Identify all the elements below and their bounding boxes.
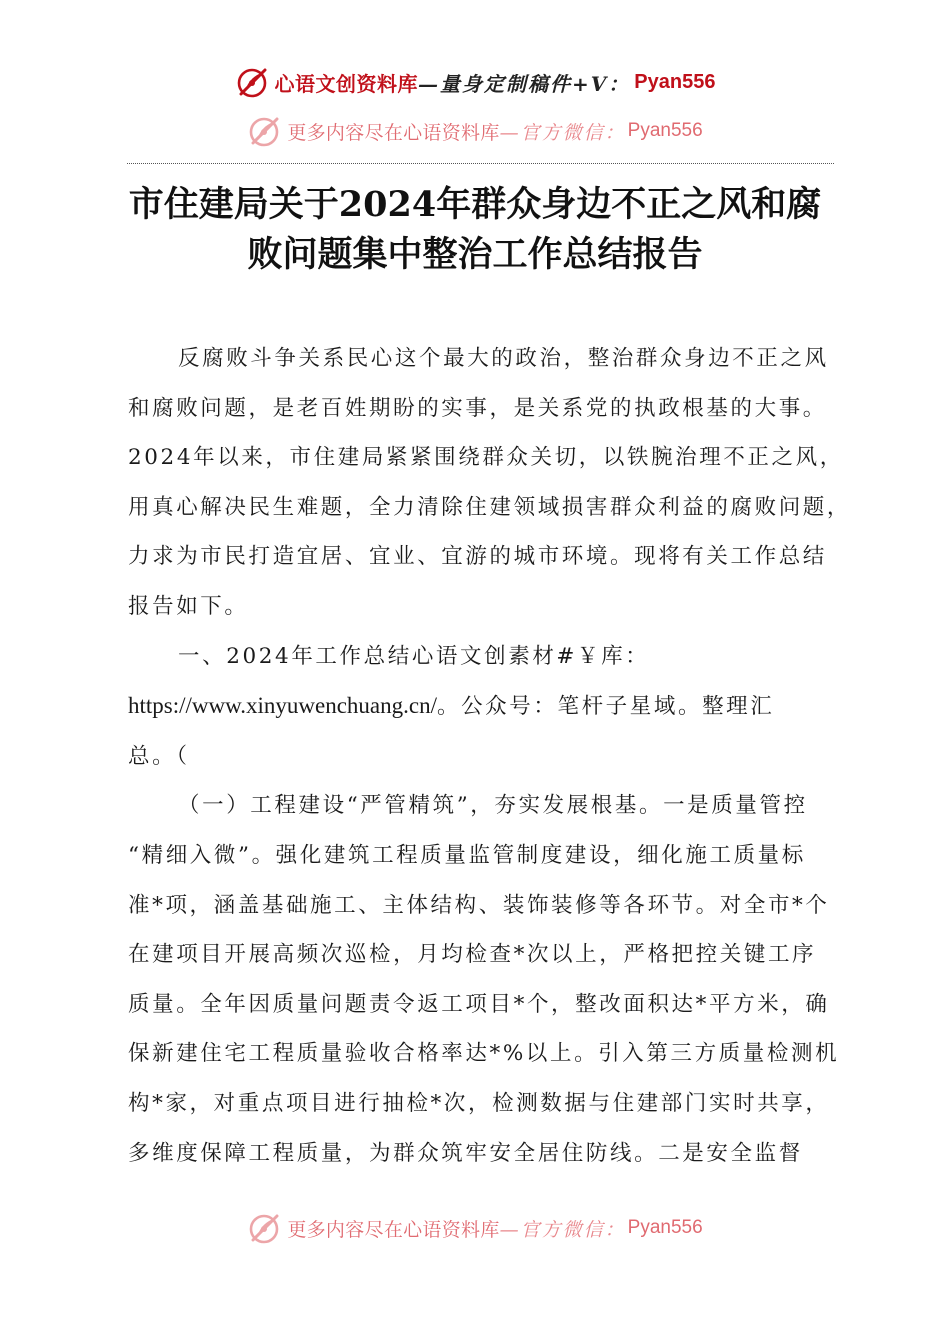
brush-logo-icon [235,64,271,100]
subbanner-wechat-id: Pyan556 [627,120,703,141]
brush-logo-icon [247,113,283,149]
paragraph-subsection-1 [128,781,840,1178]
title-line-2: 败问题集中整治工作总结报告 [247,234,703,275]
text-line: 2024年以来，市住建局紧紧围绕群众关切，以铁腕治理不正之风， [128,445,844,471]
section-heading: 一、2024年工作总结心语文创素材#￥库： [178,643,650,669]
footer-banner [0,1209,950,1247]
subbanner-text: 更多内容尽在心语资料库 [287,121,500,144]
text-line: 和腐败问题，是老百姓期盼的实事，是关系党的执政根基的大事。 [128,395,827,421]
footer-wechat-id: Pyan556 [627,1217,703,1238]
text-line: （一）工程建设“严管精筑”，夯实发展根基。一是质量管控 [178,793,808,819]
text-line: “精细入微”。强化建筑工程质量监管制度建设，细化施工质量标 [128,842,806,868]
source-url: https://www.xinyuwenchuang.cn/ [128,693,437,719]
text-line: 构*家，对重点项目进行抽检*次，检测数据与住建部门实时共享， [128,1090,830,1116]
header-divider [127,163,834,164]
brush-logo-icon [247,1210,283,1246]
header-subbanner [0,112,950,150]
text-line: 保新建住宅工程质量验收合格率达*%以上。引入第三方质量检测机 [128,1041,840,1067]
text-line: 质量。全年因质量问题责令返工项目*个，整改面积达*平方米，确 [128,991,830,1017]
brand-name: 心语文创资料库 [274,71,419,96]
text-line: 准*项，涵盖基础施工、主体结构、装饰装修等各环节。对全市*个 [128,892,830,918]
header-tagline: —量身定制稿件+V： [418,71,631,96]
paragraph-intro [128,334,852,632]
text-line: 力求为市民打造宜居、宜业、宜游的城市环境。现将有关工作总结 [128,544,827,570]
paragraph-section-1 [128,632,834,782]
text-line: 多维度保障工程质量，为群众筑牢安全居住防线。二是安全监督 [128,1140,803,1166]
subbanner-label: —官方微信： [499,121,626,144]
text-line: 用真心解决民生难题，全力清除住建领域损害群众利益的腐败问题， [128,494,852,520]
text-line [128,681,834,732]
text-fragment: 。公众号：笔杆子星域。整理汇 [436,694,775,720]
text-line: 在建项目开展高频次巡检，月均检查*次以上，严格把控关键工序 [128,942,817,968]
footer-text: 更多内容尽在心语资料库 [287,1218,500,1241]
document-title [110,180,840,280]
wechat-id: Pyan556 [634,70,716,93]
text-line: 反腐败斗争关系民心这个最大的政治，整治群众身边不正之风 [178,346,829,371]
document-body [128,334,852,1178]
text-line: 报告如下。 [128,593,249,619]
text-line: 总。（ [128,743,190,769]
footer-label: —官方微信： [499,1218,626,1241]
title-line-1: 市住建局关于2024年群众身边不正之风和腐 [128,184,822,225]
header-banner [0,62,950,102]
